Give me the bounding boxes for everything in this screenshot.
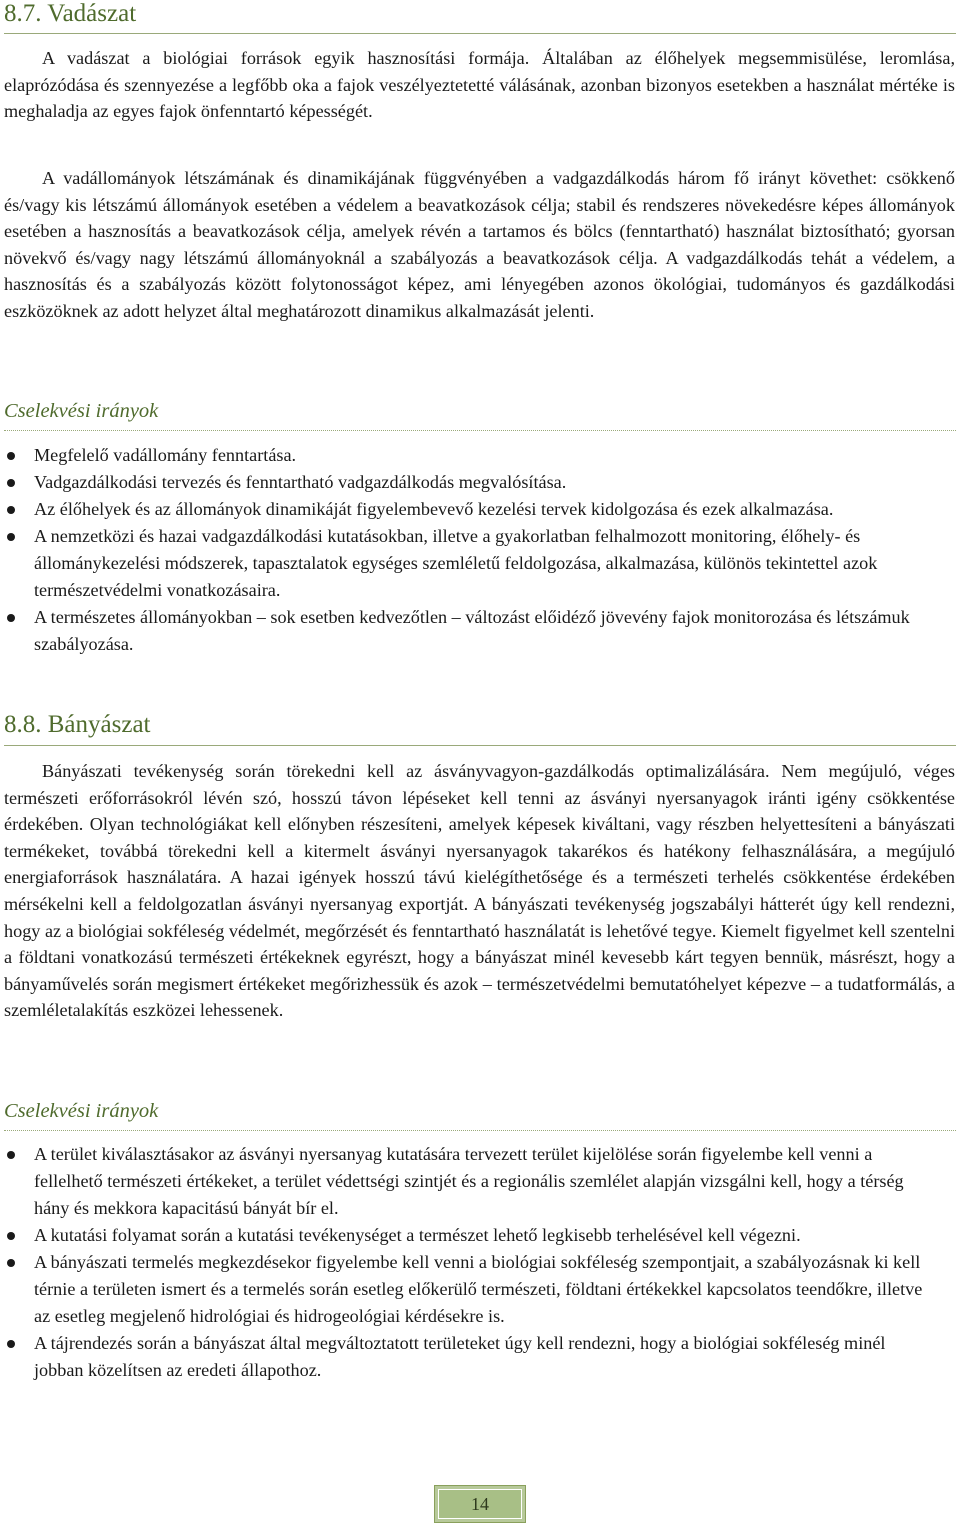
list-item: Az élőhelyek és az állományok dinamikáját figyelembevevő kezelési tervek kidolgozása és ezek alkalmazása.: [4, 496, 934, 523]
page-number: 14: [438, 1489, 522, 1519]
section-heading-banyaszat: 8.8. Bányászat: [4, 711, 151, 738]
action-list: [4, 1141, 934, 1384]
list-item: Megfelelő vadállomány fenntartása.: [4, 442, 934, 469]
subheading-rule: [4, 1130, 956, 1131]
subheading-actions: Cselekvési irányok: [4, 1100, 159, 1122]
action-list: [4, 442, 934, 658]
heading-rule: [4, 33, 956, 34]
paragraph: A vadászat a biológiai források egyik hasznosítási formája. Általában az élőhelyek megsemmisülése, leromlása, elaprózódása és szennyezése a legfőbb oka a fajok veszélyeztetetté válásának, azonban bizonyos esetekben a használat mértéke is meghaladja az egyes fajok önfenntartó képességét.: [4, 48, 955, 122]
list-item: A természetes állományokban – sok esetben kedvezőtlen – változást előidéző jövevény fajok monitorozása és létszámuk szabályozása.: [4, 604, 934, 658]
list-item: A kutatási folyamat során a kutatási tevékenységet a természet lehető legkisebb terhelésével kell végezni.: [4, 1222, 934, 1249]
list-item: A bányászati termelés megkezdésekor figyelembe kell venni a biológiai sokféleség szempontjait, a szabályozásnak ki kell térnie a területen ismert és a termelés során esetleg előkerülő természeti, földtani értékekkel kapcsolatos teendőkre, illetve az esetleg megjelenő hidrológiai és hidrogeológiai kérdésekre is.: [4, 1249, 934, 1330]
paragraph: A vadállományok létszámának és dinamikájának függvényében a vadgazdálkodás három fő irányt követhet: csökkenő és/vagy kis létszámú állományok esetében a védelem a beavatkozások célja; stabil és rendszeres növekedésre képes állományok esetében a hasznosítás a beavatkozások célja, amelyek révén a tartamos és bölcs (fenntartható) használat biztosítható; gyorsan növekvő és/vagy nagy létszámú állományoknál a szabályozás a beavatkozások célja. A vadgazdálkodás tehát a védelem, a hasznosítás és a szabályozás között folytonosságot képez, ami lényegében azonos ökológiai, tudományos és gazdálkodási eszközöknek az adott helyzet által meghatározott dinamikus alkalmazását jelenti.: [4, 168, 955, 321]
list-item: A nemzetközi és hazai vadgazdálkodási kutatásokban, illetve a gyakorlatban felhalmozott monitoring, élőhely- és állománykezelési módszerek, tapasztalatok egységes szemléletű feldolgozása, alkalmazása, különös tekintettel azok természetvédelmi vonatkozásaira.: [4, 523, 934, 604]
list-item: Vadgazdálkodási tervezés és fenntartható vadgazdálkodás megvalósítása.: [4, 469, 934, 496]
list-item: A tájrendezés során a bányászat által megváltoztatott területeket úgy kell rendezni, hogy a biológiai sokféleség minél jobban közelítsen az eredeti állapothoz.: [4, 1330, 934, 1384]
subheading-actions: Cselekvési irányok: [4, 400, 159, 422]
paragraph: Bányászati tevékenység során törekedni kell az ásványvagyon-gazdálkodás optimalizálására. Nem megújuló, véges természeti erőforrásokról lévén szó, hosszú távon lépéseket kell tenni az ásványi nyersanyagok iránti igény csökkentése érdekében. Olyan technológiákat kell előnyben részesíteni, amelyek képesek kiváltani, vagy részben helyettesíteni a bányászati termékeket, továbbá törekedni kell a kitermelt ásványi nyersanyagok takarékos és hatékony felhasználására, a megújuló energiaforrások használatára. A hazai igények hosszú távú kielégíthetősége és a természeti terhelés csökkentése érdekében mérsékelni kell a feldolgozatlan ásványi nyersanyag exportját. A bányászati tevékenység jogszabályi hátterét úgy kell rendezni, hogy az a biológiai sokféleség védelmét, megőrzését és fenntartható használatát is lehetővé tegye. Kiemelt figyelmet kell szentelni a földtani vonatkozású természeti értékeknek egyrészt, hogy a bányászat minél kevesebb kárt tegyen bennük, másrészt, hogy a bányaművelés során megismert értékeket megőrizhessük és azok – természetvédelmi bemutatóhelyet képezve – a tudatformálás, a szemléletalakítás eszközei lehessenek.: [4, 761, 955, 1021]
page-number-box: [434, 1485, 526, 1523]
list-item: A terület kiválasztásakor az ásványi nyersanyag kutatására tervezett terület kijelölése során figyelembe kell venni a fellelhető természeti értékeket, a terület védettségi szintjét és a regionális szemlélet alapján vizsgálni kell, hogy a térség hány és mekkora kapacitású bányát bír el.: [4, 1141, 934, 1222]
heading-rule: [4, 745, 956, 746]
subheading-rule: [4, 430, 956, 431]
section-heading-vadaszat: 8.7. Vadászat: [4, 0, 137, 27]
